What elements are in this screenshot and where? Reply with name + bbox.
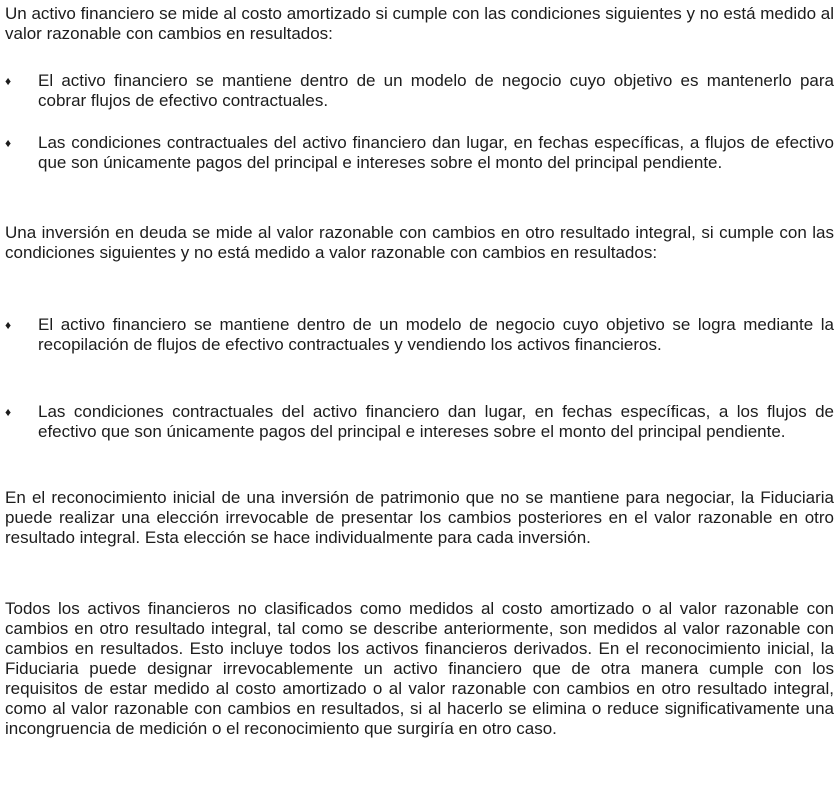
bullet-text: Las condiciones contractuales del activo financiero dan lugar, en fechas específicas, a flujos de efectivo que son únicamente pagos del principal e intereses sobre el monto del principal pendiente. [38, 133, 834, 172]
diamond-bullet-icon: ♦ [5, 136, 12, 150]
paragraph-debt-investment: Una inversión en deuda se mide al valor razonable con cambios en otro resultado integral, si cumple con las condiciones siguientes y no está medido a valor razonable con cambios en resultados: [5, 223, 834, 262]
paragraph-equity-investment: En el reconocimiento inicial de una inversión de patrimonio que no se mantiene para negociar, la Fiduciaria puede realizar una elección irrevocable de presentar los cambios posteriores en el valor razonable en otro resultado integral. Esta elección se hace individualmente para cada inversión. [5, 488, 834, 547]
bullet-text: Las condiciones contractuales del activo financiero dan lugar, en fechas específicas, a los flujos de efectivo que son únicamente pagos del principal e intereses sobre el monto del principal pendiente. [38, 402, 834, 441]
diamond-bullet-icon: ♦ [5, 74, 12, 88]
bullet-text: El activo financiero se mantiene dentro de un modelo de negocio cuyo objetivo es mantenerlo para cobrar flujos de efectivo contractuales. [38, 71, 834, 110]
paragraph-amortized-cost: Un activo financiero se mide al costo amortizado si cumple con las condiciones siguientes y no está medido al valor razonable con cambios en resultados: [5, 4, 834, 43]
paragraph-fair-value-results: Todos los activos financieros no clasificados como medidos al costo amortizado o al valor razonable con cambios en otro resultado integral, tal como se describe anteriormente, son medidos al valor razonable con cambios en resultados. Esto incluye todos los activos financieros derivados. En el reconocimiento inicial, la Fiduciaria puede designar irrevocablemente un activo financiero que de otra manera cumple con los requisitos de estar medido al costo amortizado o al valor razonable con cambios en otro resultado integral, como al valor razonable con cambios en resultados, si al hacerlo se elimina o reduce significativamente una incongruencia de medición o el reconocimiento que surgiría en otro caso. [5, 599, 834, 738]
diamond-bullet-icon: ♦ [5, 405, 12, 419]
diamond-bullet-icon: ♦ [5, 318, 12, 332]
bullet-text: El activo financiero se mantiene dentro de un modelo de negocio cuyo objetivo se logra mediante la recopilación de flujos de efectivo contractuales y vendiendo los activos financieros. [38, 315, 834, 354]
